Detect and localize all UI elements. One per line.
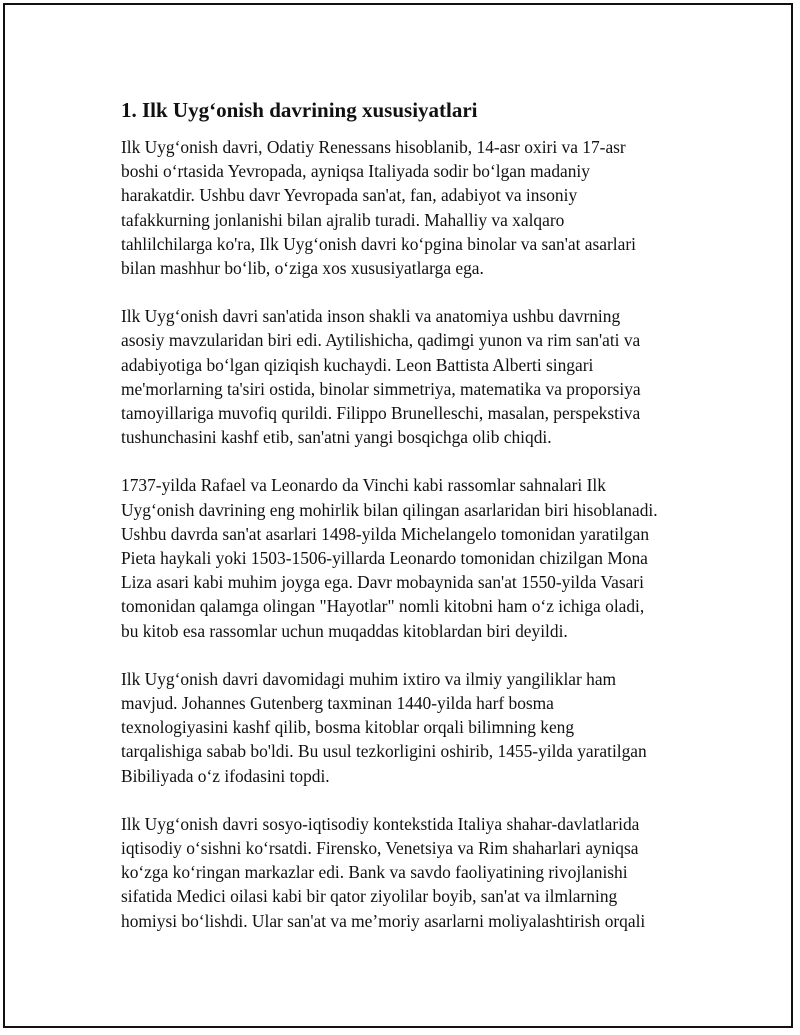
paragraph-line: iqtisodiy o‘sishni ko‘rsatdi. Firensko, Venetsiya va Rim shaharlari ayniqsa	[121, 838, 639, 859]
paragraph-line: tomonidan qalamga olingan "Hayotlar" nomli kitobni ham o‘z ichiga oladi,	[121, 596, 645, 617]
document-page	[3, 3, 793, 1028]
paragraph-line: tahlilchilarga ko'ra, Ilk Uyg‘onish davri ko‘pgina binolar va san'at asarlari	[121, 233, 636, 254]
paragraph-line: Uyg‘onish davrining eng mohirlik bilan qilingan asarlaridan biri hisoblanadi.	[121, 499, 658, 520]
paragraph-line: tushunchasini kashf etib, san'atni yangi bosqichga olib chiqdi.	[121, 427, 552, 448]
section-heading: 1. Ilk Uyg‘onish davrining xususiyatlari	[121, 98, 478, 122]
paragraph-line: ko‘zga ko‘ringan markazlar edi. Bank va savdo faoliyatining rivojlanishi	[121, 862, 628, 883]
paragraph-line: adabiyotiga bo‘lgan qiziqish kuchaydi. Leon Battista Alberti singari	[121, 354, 594, 375]
paragraph	[121, 812, 693, 933]
paragraph	[121, 473, 693, 642]
paragraph-line: tamoyillariga muvofiq qurildi. Filippo Brunelleschi, masalan, perspekstiva	[121, 403, 641, 424]
paragraph-line: tafakkurning jonlanishi bilan ajralib turadi. Mahalliy va xalqaro	[121, 209, 565, 230]
paragraph-line: texnologiyasini kashf qilib, bosma kitoblar orqali bilimning keng	[121, 717, 575, 738]
paragraph-line: Ushbu davrda san'at asarlari 1498-yilda Michelangelo tomonidan yaratilgan	[121, 523, 650, 544]
paragraph-line: Ilk Uyg‘onish davri davomidagi muhim ixtiro va ilmiy yangiliklar ham	[121, 668, 617, 689]
paragraph-line: mavjud. Johannes Gutenberg taxminan 1440-yilda harf bosma	[121, 693, 554, 714]
paragraph-line: homiysi bo‘lishdi. Ular san'at va me’moriy asarlarni moliyalashtirish orqali	[121, 910, 646, 931]
paragraph-line: bu kitob esa rassomlar uchun muqaddas kitoblardan biri deyildi.	[121, 620, 568, 641]
paragraph	[121, 304, 693, 449]
paragraph-line: tarqalishiga sabab bo'ldi. Bu usul tezkorligini oshirib, 1455-yilda yaratilgan	[121, 741, 647, 762]
paragraph-line: asosiy mavzularidan biri edi. Aytilishicha, qadimgi yunon va rim san'ati va	[121, 330, 641, 351]
paragraph-line: Pieta haykali yoki 1503-1506-yillarda Leonardo tomonidan chizilgan Mona	[121, 548, 648, 569]
paragraph-line: me'morlarning ta'siri ostida, binolar simmetriya, matematika va proporsiya	[121, 378, 641, 399]
paragraph	[121, 667, 693, 788]
paragraph-line: sifatida Medici oilasi kabi bir qator ziyolilar boyib, san'at va ilmlarning	[121, 886, 618, 907]
paragraph-line: Bibiliyada o‘z ifodasini topdi.	[121, 765, 330, 786]
paragraph-line: Ilk Uyg‘onish davri, Odatiy Renessans hisoblanib, 14-asr oxiri va 17-asr	[121, 137, 626, 157]
paragraph-line: 1737-yilda Rafael va Leonardo da Vinchi kabi rassomlar sahnalari Ilk	[121, 475, 606, 496]
paragraph	[121, 135, 693, 280]
paragraph-line: Ilk Uyg‘onish davri san'atida inson shakli va anatomiya ushbu davrning	[121, 306, 621, 327]
paragraph-container	[121, 135, 693, 933]
document-body	[121, 97, 693, 957]
paragraph-line: harakatdir. Ushbu davr Yevropada san'at, fan, adabiyot va insoniy	[121, 185, 578, 206]
paragraph-line: Ilk Uyg‘onish davri sosyo-iqtisodiy kontekstida Italiya shahar-davlatlarida	[121, 813, 640, 834]
paragraph-line: Liza asari kabi muhim joyga ega. Davr mobaynida san'at 1550-yilda Vasari	[121, 572, 644, 593]
paragraph-line: boshi o‘rtasida Yevropada, ayniqsa Italiyada sodir bo‘lgan madaniy	[121, 161, 590, 182]
paragraph-line: bilan mashhur bo‘lib, o‘ziga xos xususiyatlarga ega.	[121, 258, 484, 279]
